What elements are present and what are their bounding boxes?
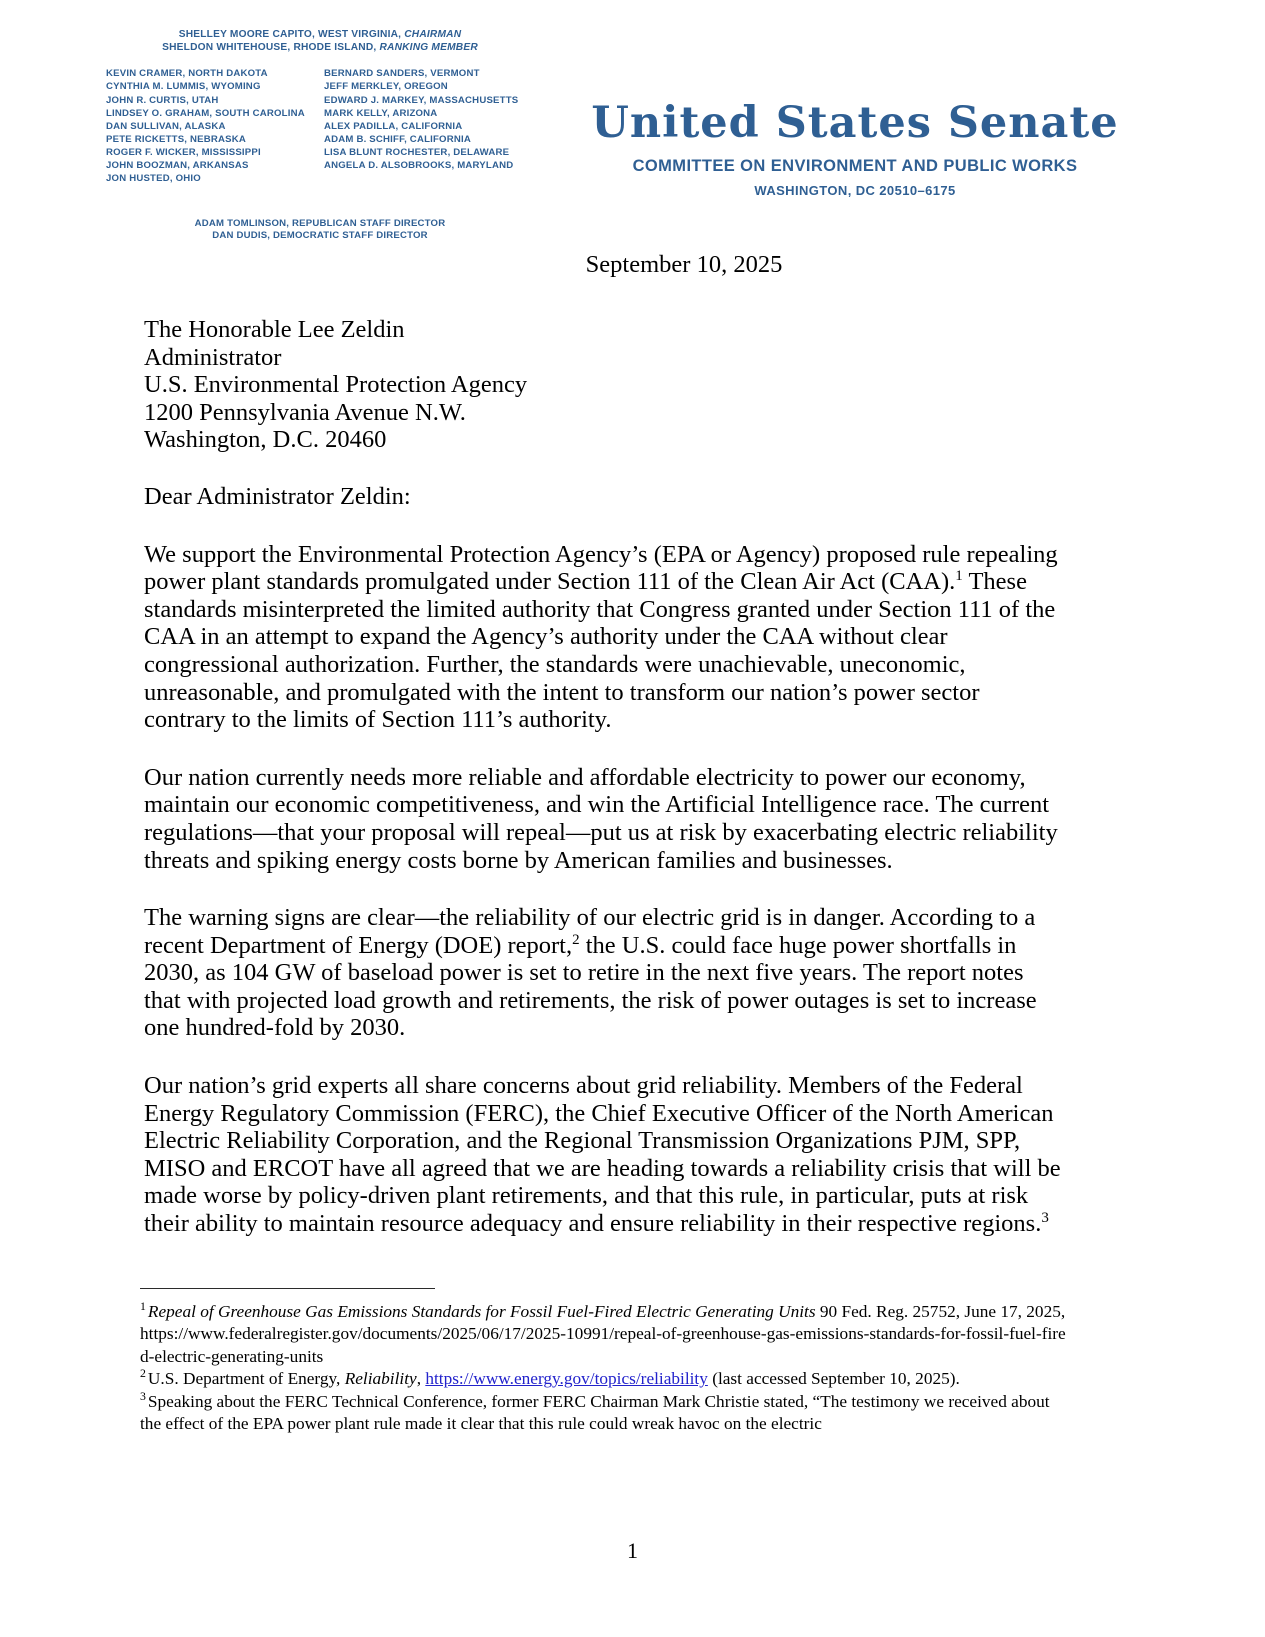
roster-member: JOHN R. CURTIS, UTAH: [106, 94, 219, 106]
roster-columns: [100, 67, 540, 184]
footnote-marker: 3: [140, 1388, 146, 1403]
footnote-citation: 90 Fed. Reg. 25752, June 17, 2025,: [815, 1302, 1066, 1321]
masthead-address: WASHINGTON, DC 20510–6175: [754, 183, 956, 198]
roster-member: KEVIN CRAMER, NORTH DAKOTA: [106, 68, 268, 80]
body-paragraph: [144, 764, 1064, 874]
footnote-citation: (last accessed September 10, 2025).: [707, 1369, 960, 1389]
footnote-title: Reliability: [344, 1369, 417, 1389]
staff-directors: [100, 218, 540, 243]
footnote-item: [140, 1388, 1070, 1436]
footnote-citation: ,: [416, 1369, 426, 1389]
footnote-ref-1[interactable]: 1: [955, 568, 963, 584]
page-number: 1: [627, 1538, 638, 1563]
ranking-member-name: SHELDON WHITEHOUSE, RHODE ISLAND,: [162, 42, 377, 54]
paragraph-text: The warning signs are clear—the reliability of our electric grid is in danger. According to a recent Department of Energy (DOE) report,: [144, 904, 1036, 959]
roster-member: ROGER F. WICKER, MISSISSIPPI: [106, 146, 261, 158]
paragraph-text: These standards misinterpreted the limited authority that Congress granted under Section 111 of the CAA in an attempt to expand the Agency’s authority under the CAA without clear congressional authorization. Further, the standards were unachievable, uneconomic, unreasonable, and promulgated with the intent to transform our nation’s power sector contrary to the limits of Section 111’s authority.: [144, 568, 1056, 734]
footnote-item: [140, 1301, 1070, 1368]
roster-member: JOHN BOOZMAN, ARKANSAS: [106, 159, 249, 171]
roster-majority-column: [106, 67, 305, 184]
salutation: Dear Administrator Zeldin:: [144, 482, 411, 510]
body-paragraph: [144, 1072, 1064, 1238]
footnote-item: [140, 1368, 1070, 1390]
body-paragraph: [144, 904, 1064, 1042]
paragraph-text: the U.S. could face huge power shortfalls in 2030, as 104 GW of baseload power is set to retire in the next five years. The report notes that with projected load growth and retirements, the risk of power outages is set to increase one hundred-fold by 2030.: [144, 931, 1037, 1042]
paragraph-text: We support the Environmental Protection Agency’s (EPA or Agency) proposed rule repealing power plant standards promulgated under Section 111 of the Clean Air Act (CAA).: [144, 540, 1058, 596]
roster-member: MARK KELLY, ARIZONA: [324, 107, 438, 119]
roster-member: DAN SULLIVAN, ALASKA: [106, 120, 226, 132]
roster-member: ALEX PADILLA, CALIFORNIA: [324, 120, 463, 132]
recipient-line: U.S. Environmental Protection Agency: [144, 371, 528, 399]
paragraph-text: Our nation currently needs more reliable and affordable electricity to power our economy, maintain our economic competitiveness, and win the Artificial Intelligence race. The current regulations—that your proposal will repeal—put us at risk by exacerbating electric reliability threats and spiking energy costs borne by American families and businesses.: [144, 763, 1058, 874]
roster-member: BERNARD SANDERS, VERMONT: [324, 68, 480, 80]
footnote-marker: 2: [140, 1366, 146, 1381]
roster-member: ANGELA D. ALSOBROOKS, MARYLAND: [324, 159, 514, 171]
body-paragraph: [144, 541, 1064, 734]
roster-member: JEFF MERKLEY, OREGON: [324, 81, 448, 93]
letterhead: [0, 28, 1265, 242]
roster-member: ADAM B. SCHIFF, CALIFORNIA: [324, 133, 471, 145]
roster-minority-column: [324, 67, 518, 171]
democratic-staff-director: DAN DUDIS, DEMOCRATIC STAFF DIRECTOR: [212, 230, 428, 242]
recipient-address-block: [144, 316, 1064, 454]
footnote-citation: U.S. Department of Energy,: [147, 1369, 345, 1389]
recipient-line: Washington, D.C. 20460: [144, 426, 387, 454]
recipient-line: 1200 Pennsylvania Avenue N.W.: [144, 398, 466, 426]
roster-member: LISA BLUNT ROCHESTER, DELAWARE: [324, 146, 510, 158]
roster-member: JON HUSTED, OHIO: [106, 172, 201, 184]
roster-member: CYNTHIA M. LUMMIS, WYOMING: [106, 81, 261, 93]
roster-member: EDWARD J. MARKEY, MASSACHUSETTS: [324, 94, 519, 106]
footnote-link[interactable]: https://www.energy.gov/topics/reliability: [425, 1369, 708, 1389]
recipient-line: The Honorable Lee Zeldin: [144, 316, 405, 343]
masthead-title: United States Senate: [591, 98, 1119, 148]
footnote-ref-2[interactable]: 2: [572, 931, 580, 948]
roster-member: LINDSEY O. GRAHAM, SOUTH CAROLINA: [106, 107, 305, 119]
committee-roster: [100, 28, 540, 184]
footnotes-section: [140, 1288, 1070, 1435]
footnote-ref-3[interactable]: 3: [1041, 1209, 1049, 1226]
roster-ranking-member: [100, 41, 540, 54]
recipient-line: Administrator: [144, 343, 282, 371]
footnote-separator-rule: [140, 1288, 435, 1289]
letter-body: [144, 250, 1064, 1238]
roster-chairman: [100, 28, 540, 41]
footnote-marker: 1: [140, 1299, 146, 1314]
footnote-citation: Speaking about the FERC Technical Conference, former FERC Chairman Mark Christie stated, “The testimony we received about the effect of the EPA power plant rule made it clear that this rule could wreak havoc on the electric: [140, 1391, 1050, 1434]
republican-staff-director: ADAM TOMLINSON, REPUBLICAN STAFF DIRECTOR: [194, 218, 446, 229]
footnote-title: Repeal of Greenhouse Gas Emissions Standards for Fossil Fuel-Fired Electric Generating Units: [147, 1302, 816, 1321]
ranking-member-role: RANKING MEMBER: [379, 42, 478, 54]
chairman-name: SHELLEY MOORE CAPITO, WEST VIRGINIA,: [178, 29, 402, 40]
chairman-role: CHAIRMAN: [404, 29, 462, 40]
letter-date: September 10, 2025: [585, 251, 783, 278]
senate-masthead: [545, 98, 1165, 199]
footnote-url[interactable]: https://www.federalregister.gov/documents/2025/06/17/2025-10991/repeal-of-greenhouse-gas-emissions-standards-for-fossil-fuel-fired-electric-generating-units: [140, 1324, 1066, 1366]
paragraph-text: Our nation’s grid experts all share concerns about grid reliability. Members of the Federal Energy Regulatory Commission (FERC), the Chief Executive Officer of the North American Electric Reliability Corporation, and the Regional Transmission Organizations PJM, SPP, MISO and ERCOT have all agreed that we are heading towards a reliability crisis that will be made worse by policy-driven plant retirements, and that this rule, in particular, puts at risk their ability to maintain resource adequacy and ensure reliability in their respective regions.: [144, 1072, 1061, 1238]
roster-member: PETE RICKETTS, NEBRASKA: [106, 133, 246, 145]
masthead-committee-name: COMMITTEE ON ENVIRONMENT AND PUBLIC WORKS: [632, 157, 1078, 175]
